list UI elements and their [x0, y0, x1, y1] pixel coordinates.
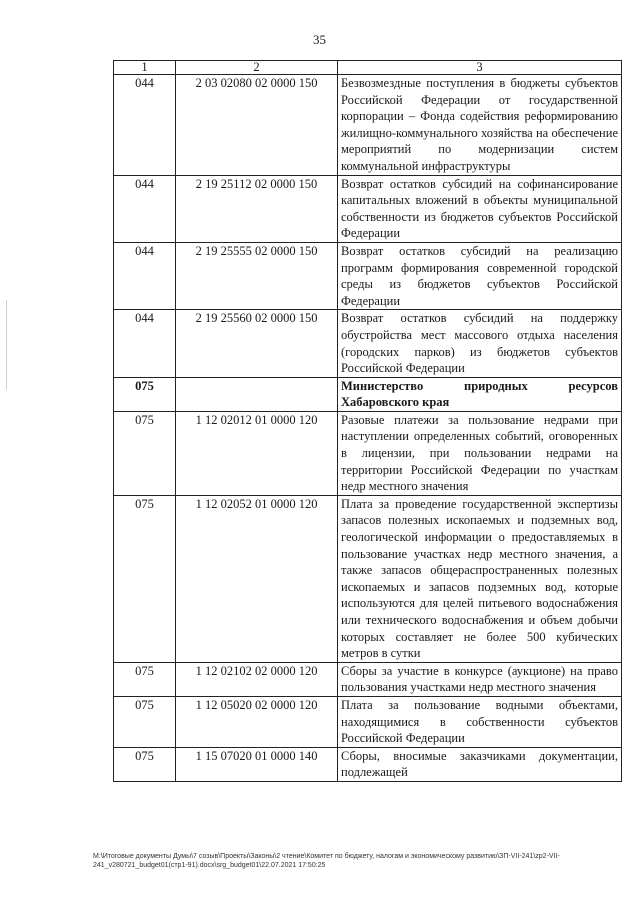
admin-code: 075 — [114, 747, 176, 781]
table-row — [114, 747, 622, 781]
revenue-description: Возврат остатков субсидий на софинансирование капитальных вложений в объекты муниципальной собственности из бюджетов субъектов Российской Федерации — [338, 175, 622, 242]
table-row — [114, 310, 622, 377]
table-row — [114, 696, 622, 747]
revenue-description: Возврат остатков субсидий на реализацию программ формирования современной городской среды из бюджетов субъектов Российской Федерации — [338, 242, 622, 309]
budget-classification-code: 1 12 02102 02 0000 120 — [176, 662, 338, 696]
header-col-2: 2 — [176, 61, 338, 75]
revenue-description: Плата за проведение государственной экспертизы запасов полезных ископаемых и подземных вод, геологической информации о предоставляемых в пользование участках недр местного значения, а также запасов общераспространенных полезных ископаемых и запасов подземных вод, которые используются для целей питьевого водоснабжения или технического водоснабжения и объем добычи которых составляет не более 500 кубических метров в сутки — [338, 495, 622, 662]
admin-code: 044 — [114, 75, 176, 176]
admin-code: 075 — [114, 662, 176, 696]
admin-code: 044 — [114, 242, 176, 309]
budget-classification-code: 2 19 25112 02 0000 150 — [176, 175, 338, 242]
budget-classification-code: 1 12 02012 01 0000 120 — [176, 411, 338, 495]
revenue-description: Разовые платежи за пользование недрами при наступлении определенных событий, оговоренных в лицензии, при пользовании недрами на территории Российской Федерации по участкам недр местного значения — [338, 411, 622, 495]
revenue-description: Возврат остатков субсидий на поддержку обустройства мест массового отдыха населения (городских парков) из бюджетов субъектов Российской Федерации — [338, 310, 622, 377]
budget-classification-code: 2 19 25560 02 0000 150 — [176, 310, 338, 377]
budget-classification-code: 1 12 02052 01 0000 120 — [176, 495, 338, 662]
ministry-name: Министерство природных ресурсов Хабаровского края — [338, 377, 622, 411]
page-edge-mark — [6, 300, 7, 390]
table-row — [114, 662, 622, 696]
table-row — [114, 75, 622, 176]
revenue-description: Сборы, вносимые заказчиками документации, подлежащей — [338, 747, 622, 781]
admin-code: 044 — [114, 175, 176, 242]
budget-classification-code — [176, 377, 338, 411]
admin-code: 075 — [114, 377, 176, 411]
header-col-3: 3 — [338, 61, 622, 75]
budget-table — [113, 60, 622, 782]
table-row — [114, 411, 622, 495]
revenue-description: Плата за пользование водными объектами, находящимися в собственности субъектов Российской Федерации — [338, 696, 622, 747]
document-file-path-footer: М:\Итоговые документы Думы\7 созыв\Проекты\Законы\2 чтение\Комитет по бюджету, налогам и экономическому развитию\ЗП-VII-241\zp2-VII-241_v280721_budget01(стр1-91).docx\srg_budget01\22.07.2021 17:50:25 — [93, 853, 560, 869]
revenue-description: Безвозмездные поступления в бюджеты субъектов Российской Федерации от государственной корпорации – Фонда содействия реформированию жилищно-коммунального хозяйства на обеспечение мероприятий по модернизации систем коммунальной инфраструктуры — [338, 75, 622, 176]
budget-classification-code: 1 15 07020 01 0000 140 — [176, 747, 338, 781]
budget-classification-code: 2 03 02080 02 0000 150 — [176, 75, 338, 176]
admin-code: 075 — [114, 696, 176, 747]
revenue-description: Сборы за участие в конкурсе (аукционе) на право пользования участками недр местного значения — [338, 662, 622, 696]
table-row-ministry — [114, 377, 622, 411]
header-col-1: 1 — [114, 61, 176, 75]
table-row — [114, 242, 622, 309]
admin-code: 044 — [114, 310, 176, 377]
table-row — [114, 495, 622, 662]
budget-classification-code: 1 12 05020 02 0000 120 — [176, 696, 338, 747]
table-header-row — [114, 61, 622, 75]
table-row — [114, 175, 622, 242]
budget-classification-code: 2 19 25555 02 0000 150 — [176, 242, 338, 309]
page-number: 35 — [313, 32, 326, 47]
admin-code: 075 — [114, 495, 176, 662]
admin-code: 075 — [114, 411, 176, 495]
